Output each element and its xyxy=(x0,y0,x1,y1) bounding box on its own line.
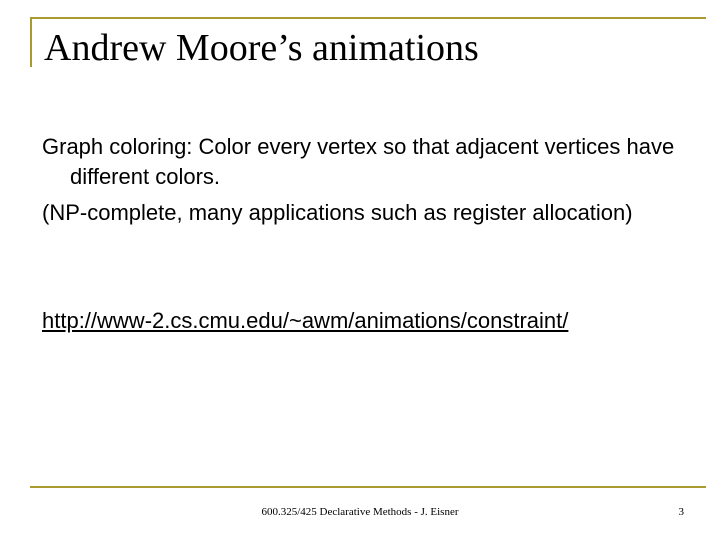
footer-divider xyxy=(30,486,706,488)
animations-link[interactable]: http://www-2.cs.cmu.edu/~awm/animations/constraint/ xyxy=(42,308,569,333)
footer-course: 600.325/425 Declarative Methods - J. Eisner xyxy=(261,506,459,518)
paragraph-graph-coloring: Graph coloring: Color every vertex so that adjacent vertices have different colors. xyxy=(42,134,675,189)
top-accent-line xyxy=(30,17,706,19)
slide-body xyxy=(42,132,682,234)
paragraph-np-complete: (NP-complete, many applications such as register allocation) xyxy=(42,200,633,225)
slide-title: Andrew Moore’s animations xyxy=(44,27,479,69)
left-accent-line xyxy=(30,17,32,67)
page-number: 3 xyxy=(678,506,684,518)
